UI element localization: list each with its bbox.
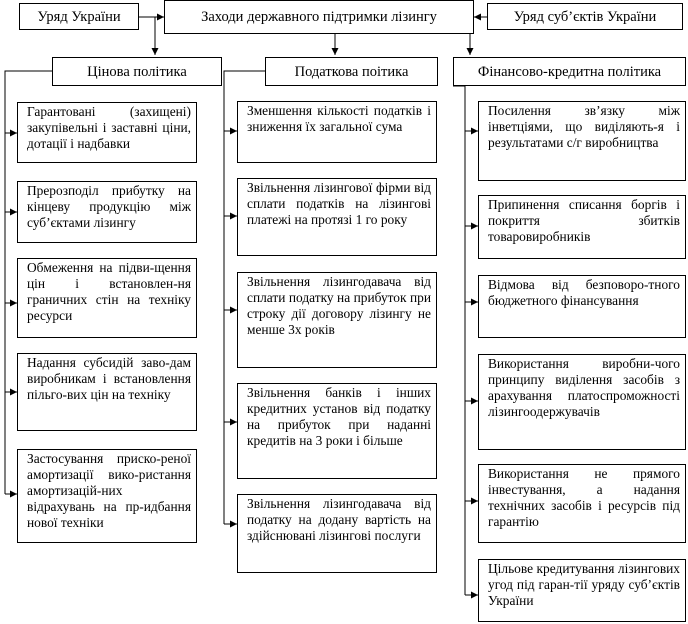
- tax-policy-item: Звільнення банків і інших кредитних установ від податку на прибуток при наданні кредитів на 3 роки і більше: [237, 383, 437, 479]
- finance-credit-item: Цільове кредитування лізингових угод під гаран-тії уряду суб’єктів України: [478, 559, 686, 622]
- price-policy-item: Гарантовані (захищені) закупівельні і заставні ціни, дотації і надбавки: [17, 102, 197, 163]
- finance-credit-item: Відмова від безповоро-тного бюджетного фінансування: [478, 275, 686, 338]
- finance-credit-item: Припинення списання боргів і покриття збитків товаровиробників: [478, 195, 686, 259]
- tax-policy-item: Звільнення лізингової фірми від сплати податків на лізингові платежі на протязі 1 го року: [237, 178, 437, 256]
- arrow-to-column-1: [155, 17, 164, 55]
- finance-credit-item: Використання не прямого інвестування, а надання технічних засобів і ресурсів під гарантію: [478, 464, 686, 543]
- column-header-price-policy: Цінова політика: [52, 57, 222, 86]
- tax-policy-item: Зменшення кількості податків і зниження їх загальної сума: [237, 101, 437, 163]
- finance-credit-item: Посилення зв’язку між інветціями, що виділяють-я і результатами с/г виробництва: [478, 101, 686, 181]
- tax-policy-item: Звільнення лізингодавача від сплати податку на прибуток при строку дії договору лізингу не менше 3х років: [237, 272, 437, 368]
- price-policy-item: Надання субсидій заво-дам виробникам і встановлення пільго-вих цін на техніку: [17, 353, 197, 431]
- column-header-tax-policy: Податкова поітика: [265, 57, 438, 86]
- main-measures-box: Заходи державного підтримки лізингу: [164, 0, 474, 34]
- price-policy-item: Застосування приско-реної амортизації вико-ристання амортизацій-них відрахувань на пр-идбання нової техніки: [17, 449, 197, 543]
- column-header-finance-credit-policy: Фінансово-кредитна політика: [453, 57, 686, 86]
- price-policy-item: Прерозподіл прибутку на кінцеву продукцію між суб’єктами лізингу: [17, 181, 197, 243]
- price-policy-item: Обмеження на підви-щення цін і встановлен-ня граничних стін на техніку ресурси: [17, 258, 197, 338]
- spine-column-3: [453, 86, 465, 595]
- tax-policy-item: Звільнення лізингодавача від податку на додану вартість на здійснювані лізингові послуги: [237, 494, 437, 573]
- regional-government-box: Уряд суб’єктів України: [487, 3, 683, 30]
- ukraine-government-box: Уряд України: [19, 3, 139, 30]
- finance-credit-item: Використання виробни-чого принципу виділення засобів з арахування платоспроможності лізингоодержувачів: [478, 354, 686, 450]
